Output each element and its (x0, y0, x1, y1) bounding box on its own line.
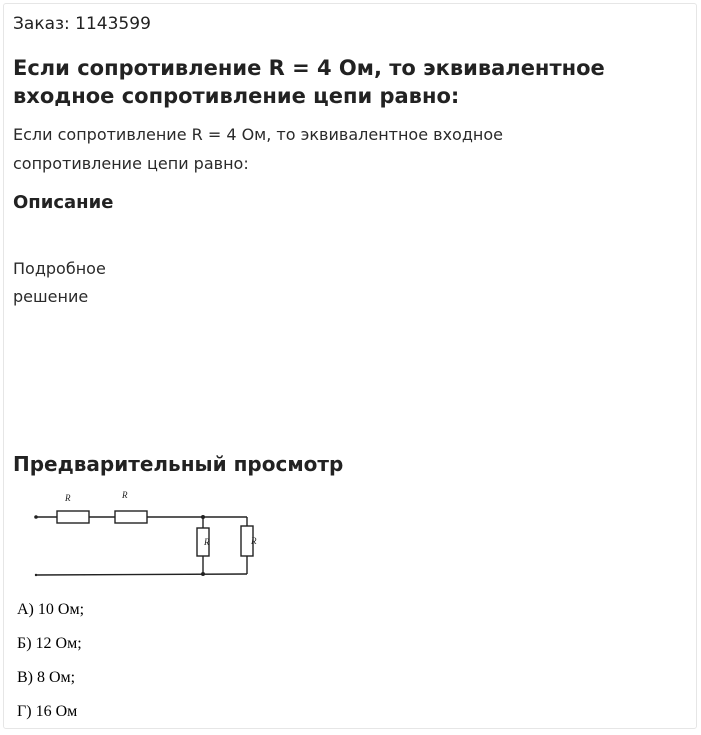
resistor-4-label: R (251, 536, 257, 546)
answer-option: А) 10 Ом; (17, 601, 85, 618)
resistor-1-label: R (65, 493, 71, 503)
resistor-1 (57, 511, 89, 523)
wire-bottom (35, 574, 247, 575)
terminal-top (34, 515, 38, 519)
page-title: Если сопротивление R = 4 Ом, то эквивалентное входное сопротивление цепи равно: (13, 56, 605, 108)
junction-bottom (201, 572, 205, 576)
resistor-3-label: R (204, 537, 210, 547)
content-card (3, 3, 697, 729)
description-heading: Описание (13, 192, 114, 213)
resistor-2 (115, 511, 147, 523)
description-text: Подробное решение (13, 259, 106, 306)
order-number: Заказ: 1143599 (13, 14, 151, 34)
question-text: Если сопротивление R = 4 Ом, то эквивалентное входное сопротивление цепи равно: (13, 125, 503, 173)
resistor-2-label: R (122, 490, 128, 500)
terminal-bottom (35, 574, 37, 576)
junction-top (201, 515, 205, 519)
answer-option: В) 8 Ом; (17, 669, 76, 686)
preview-heading: Предварительный просмотр (13, 452, 344, 476)
answer-list (17, 597, 84, 733)
answer-option: Г) 16 Ом (17, 703, 78, 720)
answer-option: Б) 12 Ом; (17, 635, 82, 652)
circuit-diagram (29, 486, 269, 580)
